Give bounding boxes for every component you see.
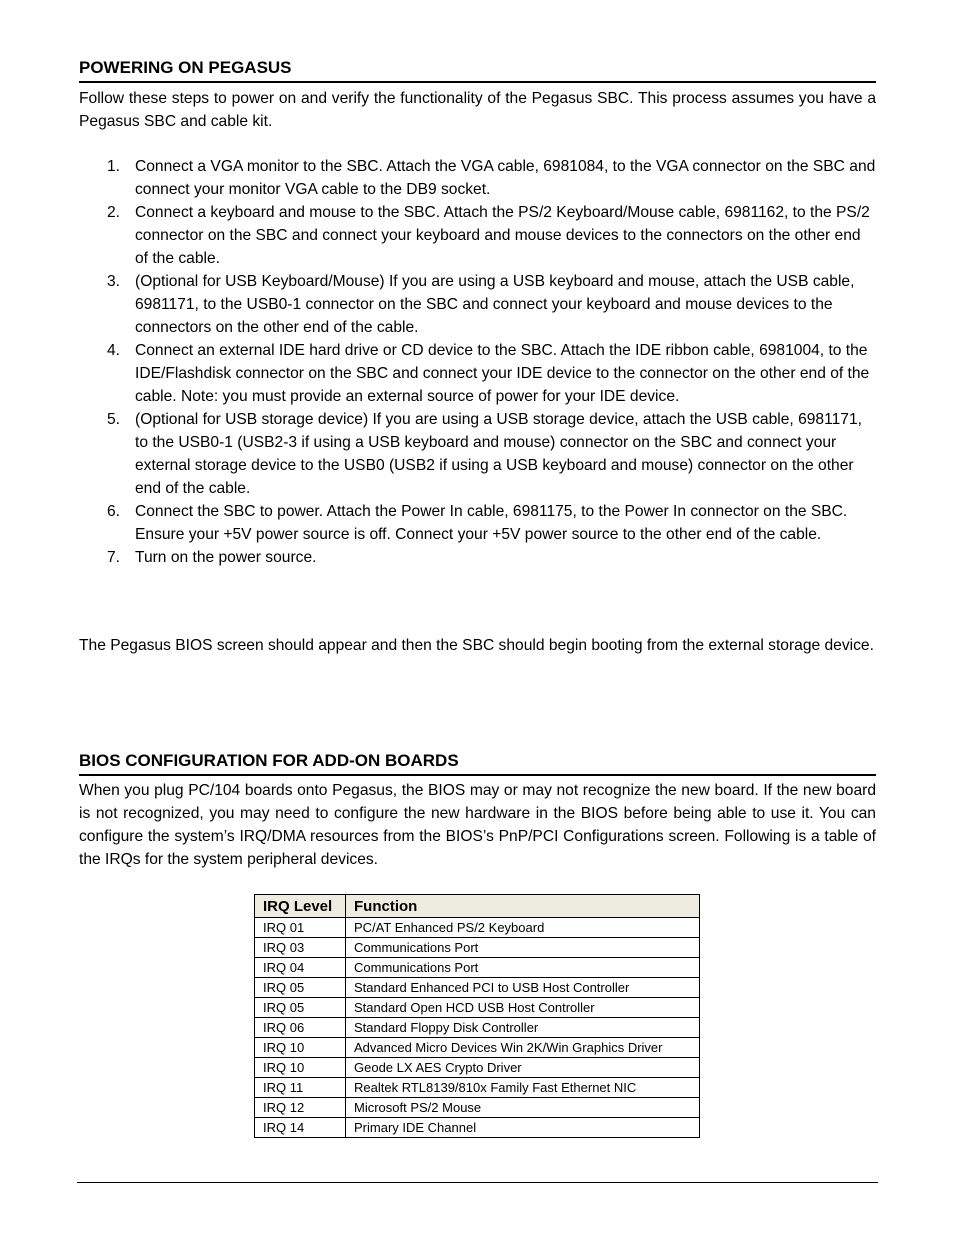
function-cell: Standard Open HCD USB Host Controller [346,998,700,1018]
step-text: (Optional for USB storage device) If you are using a USB storage device, attach the USB cable, 6981171, to the USB0-1 (USB2-3 if using a USB keyboard and mouse) connector on the SBC and connect your external storage device to the USB0 (USB2 if using a USB keyboard and mouse) connector on the other end of the cable. [135,411,862,497]
step-number: 6. [107,503,121,520]
step-text: Connect a VGA monitor to the SBC. Attach the VGA cable, 6981084, to the VGA connector on the SBC and connect your monitor VGA cable to the DB9 socket. [135,158,876,198]
table-row [255,1078,700,1098]
table-row [255,938,700,958]
function-cell: Primary IDE Channel [346,1118,700,1138]
list-item [79,155,876,201]
table-header-row [255,895,700,918]
irq-level-cell: IRQ 05 [255,978,346,998]
step-text: Connect a keyboard and mouse to the SBC. Attach the PS/2 Keyboard/Mouse cable, 6981162, to the PS/2 connector on the SBC and connect your keyboard and mouse devices to the connectors on the other end of the cable. [135,204,870,267]
step-text: Connect the SBC to power. Attach the Power In cable, 6981175, to the Power In connector on the SBC. Ensure your +5V power source is off. Connect your +5V power source to the other end of the cable. [135,503,848,543]
function-cell: Communications Port [346,958,700,978]
table-row [255,918,700,938]
irq-level-cell: IRQ 03 [255,938,346,958]
function-cell: PC/AT Enhanced PS/2 Keyboard [346,918,700,938]
section-heading-bios-configuration: BIOS CONFIGURATION FOR ADD-ON BOARDS [79,751,876,776]
list-item [79,500,876,546]
irq-level-cell: IRQ 06 [255,1018,346,1038]
table-row [255,978,700,998]
table-row [255,1018,700,1038]
table-row [255,1038,700,1058]
step-number: 7. [107,549,121,566]
table-row [255,1118,700,1138]
column-header-function: Function [346,895,700,918]
function-cell: Advanced Micro Devices Win 2K/Win Graphics Driver [346,1038,700,1058]
step-text: Connect an external IDE hard drive or CD device to the SBC. Attach the IDE ribbon cable, 6981004, to the IDE/Flashdisk connector on the SBC and connect your IDE device to the connector on the other end of the cable. Note: you must provide an external source of power for your IDE device. [135,342,870,405]
powering-on-closing: The Pegasus BIOS screen should appear and then the SBC should begin booting from the external storage device. [79,637,874,654]
irq-table [254,894,700,1138]
irq-level-cell: IRQ 12 [255,1098,346,1118]
function-cell: Microsoft PS/2 Mouse [346,1098,700,1118]
step-number: 3. [107,273,121,290]
list-item [79,339,876,408]
powering-on-intro: Follow these steps to power on and verify the functionality of the Pegasus SBC. This process assumes you have a Pegasus SBC and cable kit. [79,90,876,130]
list-item [79,201,876,270]
irq-level-cell: IRQ 10 [255,1038,346,1058]
function-cell: Standard Floppy Disk Controller [346,1018,700,1038]
table-row [255,958,700,978]
table-row [255,1098,700,1118]
section-heading-powering-on: POWERING ON PEGASUS [79,58,876,83]
step-number: 1. [107,158,121,175]
irq-level-cell: IRQ 04 [255,958,346,978]
column-header-irq-level: IRQ Level [255,895,346,918]
step-text: (Optional for USB Keyboard/Mouse) If you are using a USB keyboard and mouse, attach the USB cable, 6981171, to the USB0-1 connector on the SBC and connect your keyboard and mouse devices to the connectors on the other end of the cable. [135,273,855,336]
function-cell: Standard Enhanced PCI to USB Host Controller [346,978,700,998]
step-number: 5. [107,411,121,428]
step-text: Turn on the power source. [135,549,317,566]
irq-level-cell: IRQ 05 [255,998,346,1018]
table-row [255,998,700,1018]
power-on-steps-list [79,155,876,569]
list-item [79,270,876,339]
irq-level-cell: IRQ 01 [255,918,346,938]
function-cell: Geode LX AES Crypto Driver [346,1058,700,1078]
step-number: 4. [107,342,121,359]
function-cell: Realtek RTL8139/810x Family Fast Ethernet NIC [346,1078,700,1098]
list-item [79,546,876,569]
function-cell: Communications Port [346,938,700,958]
table-row [255,1058,700,1078]
footer-divider [77,1182,878,1183]
irq-level-cell: IRQ 10 [255,1058,346,1078]
step-number: 2. [107,204,121,221]
irq-level-cell: IRQ 11 [255,1078,346,1098]
bios-configuration-intro: When you plug PC/104 boards onto Pegasus, the BIOS may or may not recognize the new board. If the new board is not recognized, you may need to configure the new hardware in the BIOS before being able to use it. You can configure the system’s IRQ/DMA resources from the BIOS’s PnP/PCI Configurations screen. Following is a table of the IRQs for the system peripheral devices. [79,782,876,868]
irq-level-cell: IRQ 14 [255,1118,346,1138]
list-item [79,408,876,500]
